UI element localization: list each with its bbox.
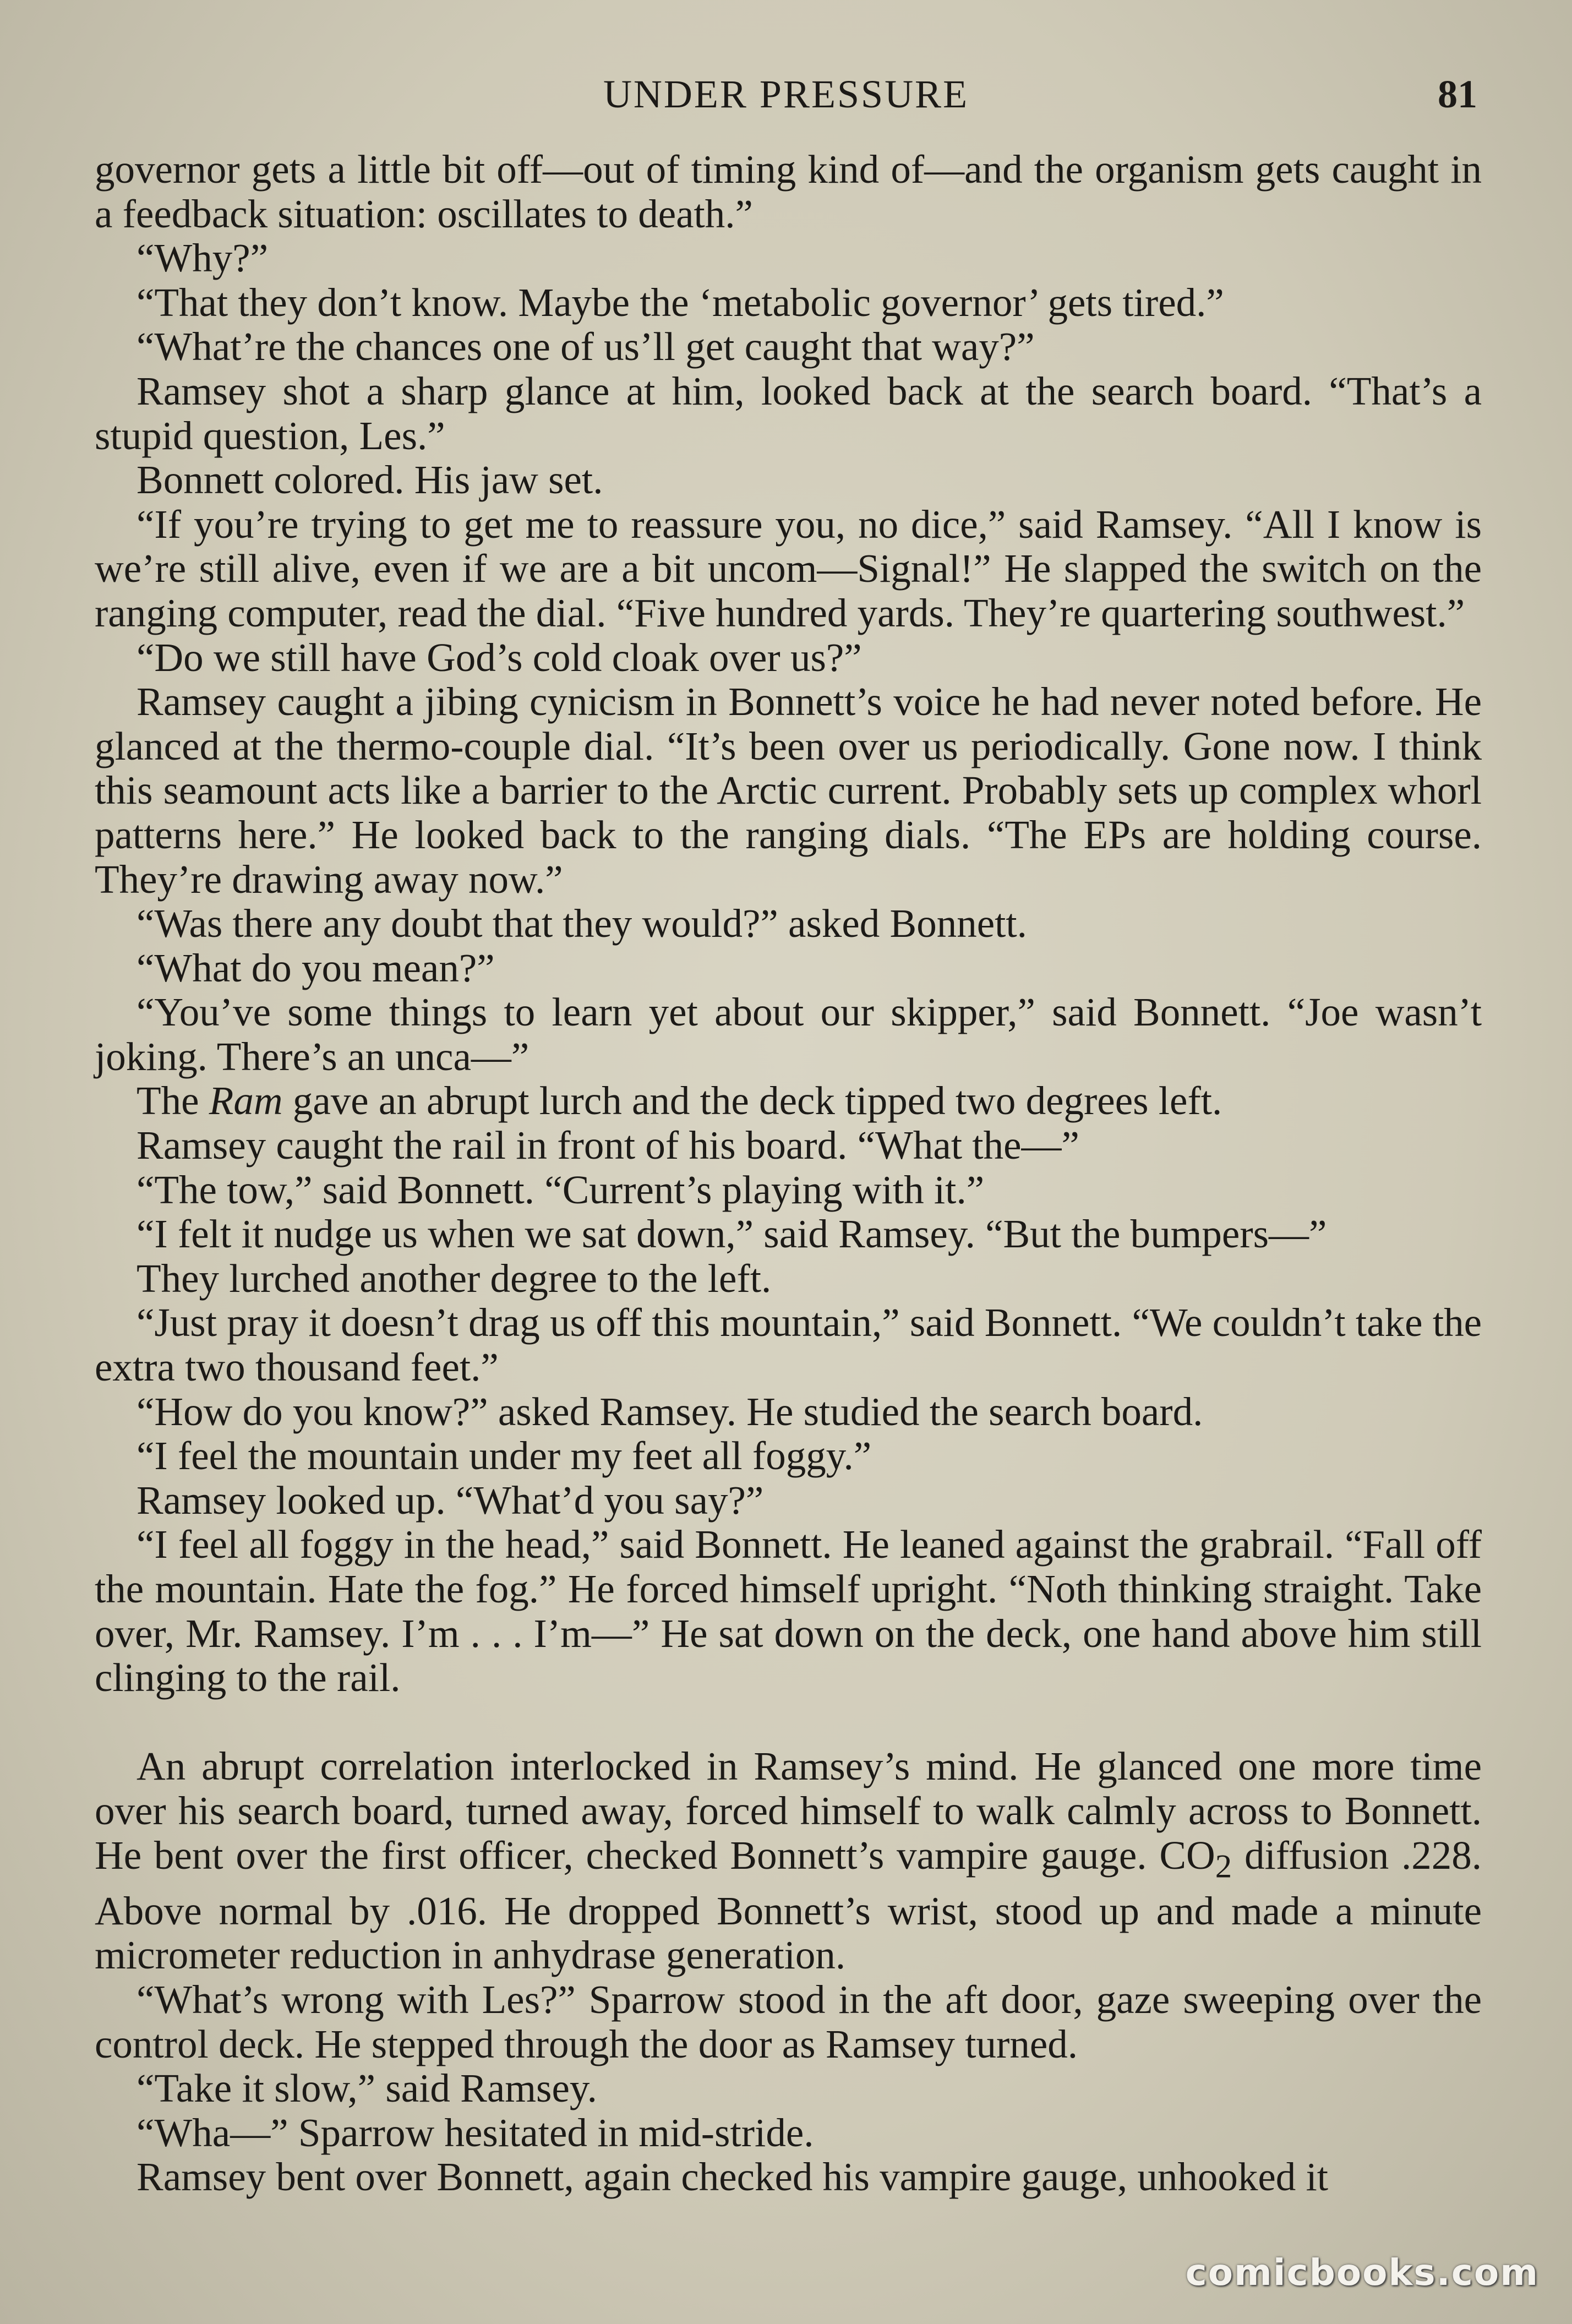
- page-number: 81: [1438, 72, 1477, 116]
- watermark: comicbooks.com: [1185, 2251, 1539, 2294]
- ship-name: Ram: [209, 1078, 283, 1123]
- text-run: The: [137, 1078, 209, 1123]
- paragraph: [95, 1079, 1482, 1123]
- page-header: [95, 72, 1477, 132]
- paragraph: “That they don’t know. Maybe the ‘metabolic governor’ gets tired.”: [137, 280, 1224, 325]
- paragraph: “What’re the chances one of us’ll get caught that way?”: [137, 324, 1035, 369]
- paragraph: “You’ve some things to learn yet about our skipper,” said Bonnett. “Joe wasn’t joking. There’s an unca—”: [95, 990, 1482, 1079]
- paragraph: Bonnett colored. His jaw set.: [137, 457, 603, 503]
- paragraph: [95, 1744, 1482, 1978]
- running-head: UNDER PRESSURE: [603, 72, 969, 116]
- paragraph: “If you’re trying to get me to reassure you, no dice,” said Ramsey. “All I know is we’re still alive, even if we are a bit uncom—Signal!” He slapped the switch on the ranging computer, read the dial. “Five hundred yards. They’re quartering southwest.”: [95, 501, 1482, 635]
- paragraph: “Do we still have God’s cold cloak over us?”: [137, 635, 862, 680]
- paragraph: “Wha—” Sparrow hesitated in mid-stride.: [137, 2110, 814, 2155]
- paragraph: “What’s wrong with Les?” Sparrow stood in the aft door, gaze sweeping over the control deck. He stepped through the door as Ramsey turned.: [95, 1977, 1482, 2066]
- subscript: 2: [1215, 1848, 1232, 1885]
- paragraph: “I feel all foggy in the head,” said Bonnett. He leaned against the grabrail. “Fall off the mountain. Hate the fog.” He forced himself upright. “Noth thinking straight. Take over, Mr. Ramsey. I’m . . . I’m—” He sat down on the deck, one hand above him still clinging to the rail.: [95, 1522, 1482, 1700]
- paragraph: “Just pray it doesn’t drag us off this mountain,” said Bonnett. “We couldn’t take the extra two thousand feet.”: [95, 1300, 1482, 1390]
- text-run: diffusion .228. Above normal by .016. He dropped Bonnett’s wrist, stood up and made a minute micrometer reduction in anhydrase generation.: [95, 1832, 1482, 1978]
- paragraph: “The tow,” said Bonnett. “Current’s playing with it.”: [137, 1167, 985, 1212]
- paragraph: governor gets a little bit off—out of timing kind of—and the organism gets caught in a feedback situation: oscillates to death.”: [95, 147, 1482, 236]
- paragraph: Ramsey caught the rail in front of his board. “What the—”: [137, 1123, 1079, 1168]
- paragraph: Ramsey caught a jibing cynicism in Bonnett’s voice he had never noted before. He glanced at the thermo-couple dial. “It’s been over us periodically. Gone now. I think this seamount acts like a barrier to the Arctic current. Probably sets up complex whorl patterns here.” He looked back to the ranging dials. “The EPs are holding course. They’re drawing away now.”: [95, 679, 1482, 902]
- paragraph: Ramsey shot a sharp glance at him, looked back at the search board. “That’s a stupid question, Les.”: [95, 368, 1482, 458]
- paragraph: They lurched another degree to the left.: [137, 1256, 772, 1301]
- paragraph: “How do you know?” asked Ramsey. He studied the search board.: [137, 1389, 1203, 1434]
- paragraph: Ramsey bent over Bonnett, again checked his vampire gauge, unhooked it: [137, 2154, 1329, 2200]
- body-text: [95, 148, 1482, 2200]
- text-run: An abrupt correlation interlocked in Ramsey’s mind. He glanced one more time over his search board, turned away, forced himself to walk calmly across to Bonnett. He bent over the first officer, checked Bonnett’s vampire gauge. CO: [95, 1744, 1482, 1878]
- paragraph: “Was there any doubt that they would?” asked Bonnett.: [137, 901, 1027, 946]
- text-run: gave an abrupt lurch and the deck tipped two degrees left.: [282, 1078, 1222, 1123]
- paragraph: “I feel the mountain under my feet all foggy.”: [137, 1433, 872, 1479]
- paragraph: Ramsey looked up. “What’d you say?”: [137, 1477, 764, 1523]
- paragraph: “What do you mean?”: [137, 945, 495, 990]
- paragraph: “Take it slow,” said Ramsey.: [137, 2066, 597, 2111]
- paragraph: “I felt it nudge us when we sat down,” said Ramsey. “But the bumpers—”: [137, 1212, 1327, 1257]
- paragraph: “Why?”: [137, 236, 269, 281]
